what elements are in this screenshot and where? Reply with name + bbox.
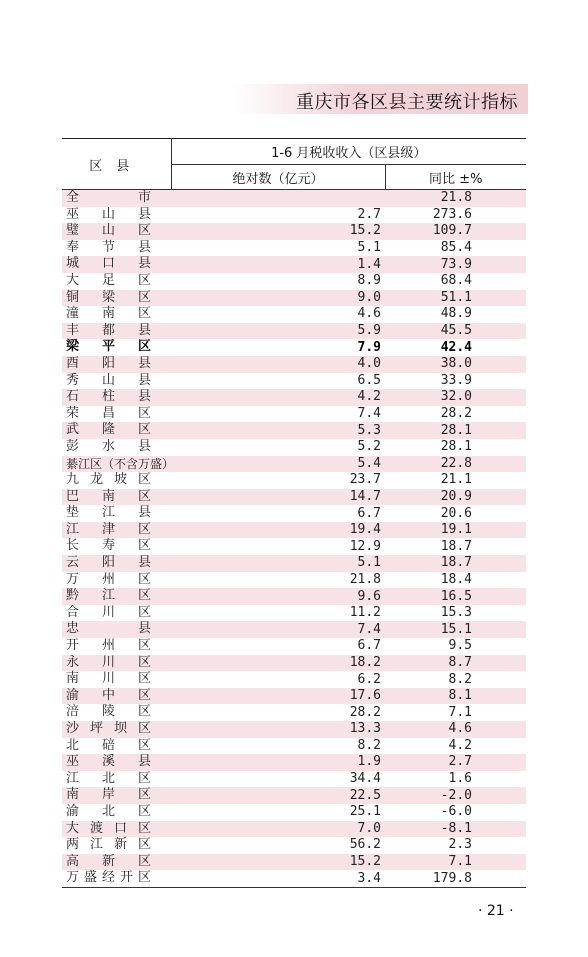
table-row [62, 422, 526, 439]
table-row [62, 787, 526, 804]
table-row [62, 721, 526, 738]
row-region-name: 丰 都 县 [62, 323, 171, 340]
row-absolute-value: 7.0 [171, 821, 385, 838]
row-yoy-value: 273.6 [385, 207, 526, 224]
row-yoy-value: 18.7 [385, 538, 526, 555]
row-yoy-value: 19.1 [385, 522, 526, 539]
row-region-name: 巫 溪 县 [62, 754, 171, 771]
row-absolute-value: 6.5 [171, 373, 385, 390]
row-absolute-value: 34.4 [171, 771, 385, 788]
row-region-name: 荣 昌 区 [62, 406, 171, 423]
row-yoy-value: 20.9 [385, 489, 526, 506]
row-absolute-value: 15.2 [171, 854, 385, 871]
row-region-name: 大 渡 口 区 [62, 821, 171, 838]
row-yoy-value: 1.6 [385, 771, 526, 788]
row-absolute-value [171, 190, 385, 207]
table-row [62, 572, 526, 589]
table-row [62, 738, 526, 755]
table-row [62, 605, 526, 622]
row-region-name: 南 岸 区 [62, 787, 171, 804]
row-yoy-value: -8.1 [385, 821, 526, 838]
table-row [62, 472, 526, 489]
row-yoy-value: 32.0 [385, 389, 526, 406]
row-absolute-value: 13.3 [171, 721, 385, 738]
table-row [62, 456, 526, 473]
row-yoy-value: 16.5 [385, 588, 526, 605]
row-region-name: 全 市 [62, 190, 171, 207]
row-absolute-value: 1.9 [171, 754, 385, 771]
header-tax-revenue: 1-6 月税收收入（区县级） [171, 139, 526, 165]
row-absolute-value: 9.6 [171, 588, 385, 605]
row-region-name: 酉 阳 县 [62, 356, 171, 373]
row-yoy-value: 109.7 [385, 223, 526, 240]
table-row [62, 190, 526, 207]
row-yoy-value: 4.6 [385, 721, 526, 738]
row-absolute-value: 28.2 [171, 704, 385, 721]
row-region-name: 高 新 区 [62, 854, 171, 871]
tax-revenue-table [62, 138, 526, 888]
row-region-name: 渝 中 区 [62, 688, 171, 705]
row-absolute-value: 25.1 [171, 804, 385, 821]
table-row [62, 837, 526, 854]
row-region-name: 彭 水 县 [62, 439, 171, 456]
row-yoy-value: 9.5 [385, 638, 526, 655]
row-region-name: 石 柱 县 [62, 389, 171, 406]
table-body [62, 190, 526, 888]
row-yoy-value: 28.1 [385, 439, 526, 456]
row-absolute-value: 6.7 [171, 505, 385, 522]
row-yoy-value: 18.7 [385, 555, 526, 572]
row-absolute-value: 5.2 [171, 439, 385, 456]
table-row [62, 671, 526, 688]
row-absolute-value: 19.4 [171, 522, 385, 539]
row-yoy-value: 33.9 [385, 373, 526, 390]
table-row [62, 306, 526, 323]
row-absolute-value: 9.0 [171, 290, 385, 307]
table-row [62, 323, 526, 340]
page-title: 重庆市各区县主要统计指标 [296, 92, 518, 113]
row-absolute-value: 6.2 [171, 671, 385, 688]
row-region-name: 长 寿 区 [62, 538, 171, 555]
row-absolute-value: 5.1 [171, 240, 385, 257]
row-region-name: 九 龙 坡 区 [62, 472, 171, 489]
table-row [62, 588, 526, 605]
table-row [62, 771, 526, 788]
row-yoy-value: 85.4 [385, 240, 526, 257]
row-region-name: 沙 坪 坝 区 [62, 721, 171, 738]
row-yoy-value: 38.0 [385, 356, 526, 373]
row-region-name: 潼 南 区 [62, 306, 171, 323]
row-absolute-value: 8.9 [171, 273, 385, 290]
row-region-name: 巫 山 县 [62, 207, 171, 224]
table-row [62, 223, 526, 240]
row-absolute-value: 56.2 [171, 837, 385, 854]
table-row [62, 522, 526, 539]
row-absolute-value: 6.7 [171, 638, 385, 655]
row-absolute-value: 5.9 [171, 323, 385, 340]
row-absolute-value: 4.6 [171, 306, 385, 323]
row-absolute-value: 4.2 [171, 389, 385, 406]
table-row [62, 389, 526, 406]
data-table [62, 138, 526, 888]
row-absolute-value: 21.8 [171, 572, 385, 589]
table-row [62, 538, 526, 555]
table-row [62, 704, 526, 721]
row-yoy-value: 20.6 [385, 505, 526, 522]
row-yoy-value: 2.7 [385, 754, 526, 771]
row-yoy-value: 22.8 [385, 456, 526, 473]
row-region-name: 渝 北 区 [62, 804, 171, 821]
row-yoy-value: 15.1 [385, 621, 526, 638]
table-row [62, 655, 526, 672]
row-region-name: 梁 平 区 [62, 339, 171, 356]
row-region-name: 武 隆 区 [62, 422, 171, 439]
table-row [62, 406, 526, 423]
table-row [62, 207, 526, 224]
row-absolute-value: 12.9 [171, 538, 385, 555]
header-area: 区县 [62, 139, 171, 190]
row-yoy-value: 2.3 [385, 837, 526, 854]
row-absolute-value: 17.6 [171, 688, 385, 705]
row-region-name: 綦江区（不含万盛） [62, 456, 171, 473]
row-yoy-value: 45.5 [385, 323, 526, 340]
header-yoy: 同比 ±% [385, 165, 526, 190]
row-region-name: 两 江 新 区 [62, 837, 171, 854]
row-absolute-value: 15.2 [171, 223, 385, 240]
row-region-name: 南 川 区 [62, 671, 171, 688]
row-region-name: 璧 山 区 [62, 223, 171, 240]
row-yoy-value: 18.4 [385, 572, 526, 589]
row-region-name: 北 碚 区 [62, 738, 171, 755]
table-row [62, 356, 526, 373]
table-row [62, 505, 526, 522]
row-region-name: 云 阳 县 [62, 555, 171, 572]
table-row [62, 273, 526, 290]
row-yoy-value: 21.1 [385, 472, 526, 489]
row-yoy-value: 8.2 [385, 671, 526, 688]
row-yoy-value: 4.2 [385, 738, 526, 755]
row-yoy-value: 7.1 [385, 704, 526, 721]
row-region-name: 万 州 区 [62, 572, 171, 589]
table-row [62, 854, 526, 871]
row-region-name: 永 川 区 [62, 655, 171, 672]
table-row [62, 373, 526, 390]
row-absolute-value: 7.9 [171, 339, 385, 356]
row-region-name: 秀 山 县 [62, 373, 171, 390]
row-yoy-value: 28.1 [385, 422, 526, 439]
table-row [62, 621, 526, 638]
row-region-name: 开 州 区 [62, 638, 171, 655]
row-region-name: 江 北 区 [62, 771, 171, 788]
table-row [62, 638, 526, 655]
row-absolute-value: 7.4 [171, 621, 385, 638]
row-region-name: 城 口 县 [62, 256, 171, 273]
row-yoy-value: 21.8 [385, 190, 526, 207]
row-region-name: 奉 节 县 [62, 240, 171, 257]
page-number: · 21 · [478, 903, 514, 919]
row-absolute-value: 22.5 [171, 787, 385, 804]
table-row [62, 870, 526, 887]
row-absolute-value: 23.7 [171, 472, 385, 489]
row-yoy-value: 179.8 [385, 870, 526, 887]
row-yoy-value: 42.4 [385, 339, 526, 356]
table-row [62, 754, 526, 771]
row-absolute-value: 14.7 [171, 489, 385, 506]
row-absolute-value: 5.4 [171, 456, 385, 473]
row-region-name: 黔 江 区 [62, 588, 171, 605]
row-yoy-value: 28.2 [385, 406, 526, 423]
table-row [62, 804, 526, 821]
header-absolute: 绝对数（亿元） [171, 165, 385, 190]
table-row [62, 240, 526, 257]
row-yoy-value: 73.9 [385, 256, 526, 273]
row-yoy-value: 8.1 [385, 688, 526, 705]
table-row [62, 339, 526, 356]
row-yoy-value: 51.1 [385, 290, 526, 307]
table-row [62, 555, 526, 572]
row-yoy-value: 48.9 [385, 306, 526, 323]
table-row [62, 290, 526, 307]
row-absolute-value: 2.7 [171, 207, 385, 224]
row-region-name: 巴 南 区 [62, 489, 171, 506]
row-yoy-value: 68.4 [385, 273, 526, 290]
row-region-name: 合 川 区 [62, 605, 171, 622]
page-header-band [232, 84, 528, 114]
row-yoy-value: 7.1 [385, 854, 526, 871]
row-absolute-value: 11.2 [171, 605, 385, 622]
row-absolute-value: 4.0 [171, 356, 385, 373]
row-yoy-value: -6.0 [385, 804, 526, 821]
row-region-name: 忠 县 [62, 621, 171, 638]
table-row [62, 256, 526, 273]
row-region-name: 铜 梁 区 [62, 290, 171, 307]
row-absolute-value: 3.4 [171, 870, 385, 887]
row-region-name: 万 盛 经 开 区 [62, 870, 171, 887]
table-row [62, 688, 526, 705]
row-absolute-value: 1.4 [171, 256, 385, 273]
row-absolute-value: 18.2 [171, 655, 385, 672]
table-row [62, 439, 526, 456]
row-absolute-value: 5.1 [171, 555, 385, 572]
table-row [62, 489, 526, 506]
row-yoy-value: 15.3 [385, 605, 526, 622]
row-yoy-value: -2.0 [385, 787, 526, 804]
row-region-name: 江 津 区 [62, 522, 171, 539]
row-absolute-value: 8.2 [171, 738, 385, 755]
row-region-name: 大 足 区 [62, 273, 171, 290]
table-row [62, 821, 526, 838]
row-absolute-value: 5.3 [171, 422, 385, 439]
row-yoy-value: 8.7 [385, 655, 526, 672]
row-region-name: 涪 陵 区 [62, 704, 171, 721]
table-head [62, 139, 526, 190]
row-region-name: 垫 江 县 [62, 505, 171, 522]
row-absolute-value: 7.4 [171, 406, 385, 423]
